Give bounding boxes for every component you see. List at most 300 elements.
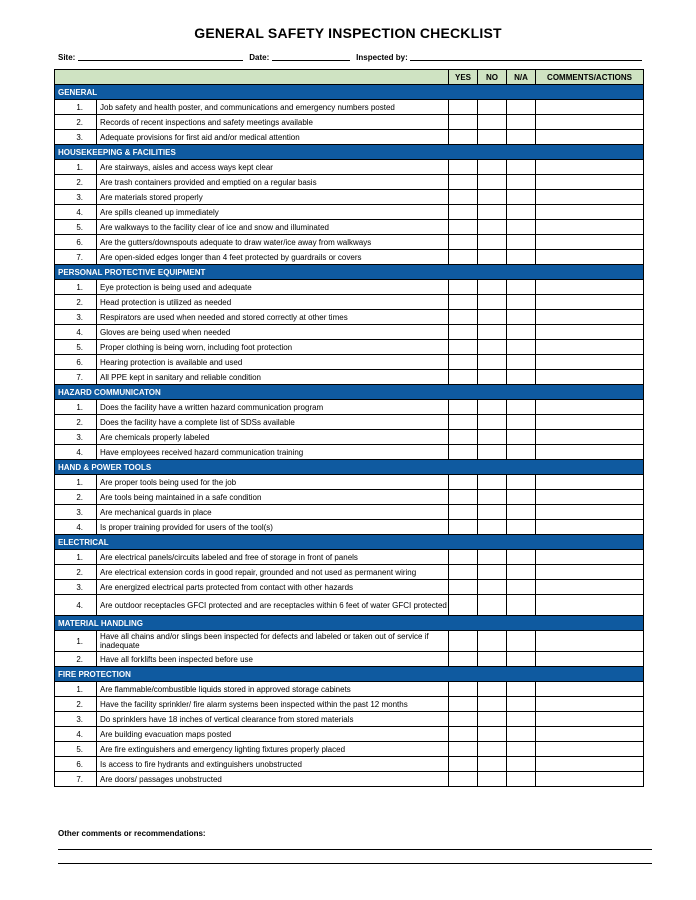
no-cell[interactable] xyxy=(478,595,507,616)
no-cell[interactable] xyxy=(478,205,507,220)
yes-cell[interactable] xyxy=(449,757,478,772)
comments-cell[interactable] xyxy=(536,400,644,415)
no-cell[interactable] xyxy=(478,475,507,490)
checklist-row xyxy=(55,505,644,520)
comments-cell[interactable] xyxy=(536,205,644,220)
item-text: All PPE kept in sanitary and reliable condition xyxy=(97,370,449,385)
yes-cell[interactable] xyxy=(449,742,478,757)
yes-cell[interactable] xyxy=(449,415,478,430)
item-number: 4. xyxy=(55,520,97,535)
na-cell[interactable] xyxy=(507,490,536,505)
item-text: Are tools being maintained in a safe condition xyxy=(97,490,449,505)
item-number: 6. xyxy=(55,235,97,250)
na-cell[interactable] xyxy=(507,682,536,697)
no-cell[interactable] xyxy=(478,415,507,430)
no-cell[interactable] xyxy=(478,505,507,520)
no-cell[interactable] xyxy=(478,742,507,757)
comments-cell[interactable] xyxy=(536,175,644,190)
item-text: Adequate provisions for first aid and/or medical attention xyxy=(97,130,449,145)
checklist-row xyxy=(55,310,644,325)
na-cell[interactable] xyxy=(507,280,536,295)
checklist-row xyxy=(55,727,644,742)
na-cell[interactable] xyxy=(507,550,536,565)
item-number: 2. xyxy=(55,175,97,190)
no-cell[interactable] xyxy=(478,712,507,727)
checklist-row xyxy=(55,757,644,772)
comments-cell[interactable] xyxy=(536,415,644,430)
comments-cell[interactable] xyxy=(536,250,644,265)
na-cell[interactable] xyxy=(507,160,536,175)
na-cell[interactable] xyxy=(507,235,536,250)
no-cell[interactable] xyxy=(478,160,507,175)
item-text: Does the facility have a written hazard communication program xyxy=(97,400,449,415)
yes-cell[interactable] xyxy=(449,475,478,490)
no-cell[interactable] xyxy=(478,355,507,370)
na-cell[interactable] xyxy=(507,175,536,190)
item-number: 7. xyxy=(55,772,97,787)
no-cell[interactable] xyxy=(478,727,507,742)
checklist-row xyxy=(55,520,644,535)
item-number: 1. xyxy=(55,550,97,565)
no-cell[interactable] xyxy=(478,235,507,250)
comments-cell[interactable] xyxy=(536,355,644,370)
no-cell[interactable] xyxy=(478,250,507,265)
item-number: 6. xyxy=(55,355,97,370)
no-cell[interactable] xyxy=(478,295,507,310)
comments-cell[interactable] xyxy=(536,100,644,115)
no-cell[interactable] xyxy=(478,697,507,712)
no-cell[interactable] xyxy=(478,115,507,130)
yes-cell[interactable] xyxy=(449,631,478,652)
no-cell[interactable] xyxy=(478,520,507,535)
checklist-row xyxy=(55,175,644,190)
yes-cell[interactable] xyxy=(449,772,478,787)
checklist-row xyxy=(55,565,644,580)
na-cell[interactable] xyxy=(507,727,536,742)
checklist-row xyxy=(55,340,644,355)
checklist-row xyxy=(55,295,644,310)
checklist-row xyxy=(55,250,644,265)
na-cell[interactable] xyxy=(507,130,536,145)
item-text: Are open-sided edges longer than 4 feet protected by guardrails or covers xyxy=(97,250,449,265)
item-text: Respirators are used when needed and stored correctly at other times xyxy=(97,310,449,325)
checklist-row xyxy=(55,475,644,490)
section-title: HOUSEKEEPING & FACILITIES xyxy=(55,145,644,160)
yes-cell[interactable] xyxy=(449,490,478,505)
date-label: Date: xyxy=(249,53,270,62)
header-fields xyxy=(58,52,642,62)
item-text: Are flammable/combustible liquids stored in approved storage cabinets xyxy=(97,682,449,697)
yes-cell[interactable] xyxy=(449,505,478,520)
no-cell[interactable] xyxy=(478,190,507,205)
no-cell[interactable] xyxy=(478,400,507,415)
checklist-row xyxy=(55,355,644,370)
item-text: Head protection is utilized as needed xyxy=(97,295,449,310)
item-number: 1. xyxy=(55,682,97,697)
checklist-row xyxy=(55,652,644,667)
comments-cell[interactable] xyxy=(536,235,644,250)
section-title: HAND & POWER TOOLS xyxy=(55,460,644,475)
item-number: 3. xyxy=(55,130,97,145)
item-number: 2. xyxy=(55,295,97,310)
item-number: 5. xyxy=(55,220,97,235)
section-row xyxy=(55,385,644,400)
yes-cell[interactable] xyxy=(449,727,478,742)
yes-cell[interactable] xyxy=(449,550,478,565)
comments-cell[interactable] xyxy=(536,280,644,295)
yes-cell[interactable] xyxy=(449,565,478,580)
na-cell[interactable] xyxy=(507,520,536,535)
comments-cell[interactable] xyxy=(536,520,644,535)
comments-cell[interactable] xyxy=(536,340,644,355)
yes-cell[interactable] xyxy=(449,340,478,355)
item-number: 2. xyxy=(55,415,97,430)
checklist-row xyxy=(55,415,644,430)
na-cell[interactable] xyxy=(507,415,536,430)
checklist-row xyxy=(55,430,644,445)
comments-cell[interactable] xyxy=(536,505,644,520)
checklist-row xyxy=(55,580,644,595)
checklist-row xyxy=(55,280,644,295)
other-comments-label: Other comments or recommendations: xyxy=(58,829,206,838)
item-text: Are doors/ passages unobstructed xyxy=(97,772,449,787)
na-cell[interactable] xyxy=(507,712,536,727)
section-title: ELECTRICAL xyxy=(55,535,644,550)
item-number: 4. xyxy=(55,325,97,340)
na-cell[interactable] xyxy=(507,757,536,772)
yes-cell[interactable] xyxy=(449,712,478,727)
na-cell[interactable] xyxy=(507,595,536,616)
na-cell[interactable] xyxy=(507,445,536,460)
checklist-row xyxy=(55,220,644,235)
section-row xyxy=(55,535,644,550)
comments-cell[interactable] xyxy=(536,325,644,340)
comments-cell[interactable] xyxy=(536,430,644,445)
na-cell[interactable] xyxy=(507,697,536,712)
no-cell[interactable] xyxy=(478,340,507,355)
page-title: GENERAL SAFETY INSPECTION CHECKLIST xyxy=(194,25,502,41)
item-number: 4. xyxy=(55,727,97,742)
checklist-row xyxy=(55,130,644,145)
checklist-row xyxy=(55,712,644,727)
na-cell[interactable] xyxy=(507,295,536,310)
checklist-row xyxy=(55,490,644,505)
comments-cell[interactable] xyxy=(536,445,644,460)
item-number: 7. xyxy=(55,250,97,265)
section-row xyxy=(55,460,644,475)
yes-cell[interactable] xyxy=(449,520,478,535)
na-cell[interactable] xyxy=(507,355,536,370)
comments-cell[interactable] xyxy=(536,295,644,310)
yes-cell[interactable] xyxy=(449,400,478,415)
yes-cell[interactable] xyxy=(449,115,478,130)
comments-cell[interactable] xyxy=(536,742,644,757)
no-cell[interactable] xyxy=(478,652,507,667)
comments-cell[interactable] xyxy=(536,370,644,385)
item-text: Are walkways to the facility clear of ice and snow and illuminated xyxy=(97,220,449,235)
item-text: Is proper training provided for users of the tool(s) xyxy=(97,520,449,535)
table-header-row xyxy=(55,70,644,85)
item-text: Have employees received hazard communication training xyxy=(97,445,449,460)
item-number: 4. xyxy=(55,595,97,616)
yes-cell[interactable] xyxy=(449,355,478,370)
yes-cell[interactable] xyxy=(449,205,478,220)
na-cell[interactable] xyxy=(507,505,536,520)
item-text: Are stairways, aisles and access ways kept clear xyxy=(97,160,449,175)
no-cell[interactable] xyxy=(478,490,507,505)
na-cell[interactable] xyxy=(507,310,536,325)
na-cell[interactable] xyxy=(507,631,536,652)
checklist-row xyxy=(55,160,644,175)
comments-cell[interactable] xyxy=(536,697,644,712)
na-cell[interactable] xyxy=(507,772,536,787)
comments-cell[interactable] xyxy=(536,190,644,205)
yes-cell[interactable] xyxy=(449,160,478,175)
no-cell[interactable] xyxy=(478,550,507,565)
comments-cell[interactable] xyxy=(536,160,644,175)
comments-cell[interactable] xyxy=(536,727,644,742)
section-title: MATERIAL HANDLING xyxy=(55,616,644,631)
yes-cell[interactable] xyxy=(449,295,478,310)
checklist-row xyxy=(55,697,644,712)
item-text: Do sprinklers have 18 inches of vertical clearance from stored materials xyxy=(97,712,449,727)
na-cell[interactable] xyxy=(507,100,536,115)
no-cell[interactable] xyxy=(478,445,507,460)
na-cell[interactable] xyxy=(507,115,536,130)
item-number: 5. xyxy=(55,340,97,355)
column-header-comments: COMMENTS/ACTIONS xyxy=(536,70,644,85)
item-number: 2. xyxy=(55,115,97,130)
item-text: Are the gutters/downspouts adequate to draw water/ice away from walkways xyxy=(97,235,449,250)
yes-cell[interactable] xyxy=(449,595,478,616)
yes-cell[interactable] xyxy=(449,325,478,340)
na-cell[interactable] xyxy=(507,742,536,757)
item-text: Are materials stored properly xyxy=(97,190,449,205)
item-text: Are trash containers provided and emptied on a regular basis xyxy=(97,175,449,190)
item-number: 2. xyxy=(55,652,97,667)
item-text: Are building evacuation maps posted xyxy=(97,727,449,742)
yes-cell[interactable] xyxy=(449,682,478,697)
item-number: 2. xyxy=(55,490,97,505)
yes-cell[interactable] xyxy=(449,580,478,595)
item-number: 1. xyxy=(55,280,97,295)
item-number: 4. xyxy=(55,205,97,220)
comments-cell[interactable] xyxy=(536,757,644,772)
item-text: Are energized electrical parts protected from contact with other hazards xyxy=(97,580,449,595)
checklist-table xyxy=(54,69,644,787)
yes-cell[interactable] xyxy=(449,280,478,295)
item-number: 2. xyxy=(55,697,97,712)
no-cell[interactable] xyxy=(478,280,507,295)
section-row xyxy=(55,616,644,631)
item-number: 3. xyxy=(55,712,97,727)
section-row xyxy=(55,265,644,280)
na-cell[interactable] xyxy=(507,205,536,220)
item-number: 2. xyxy=(55,565,97,580)
no-cell[interactable] xyxy=(478,430,507,445)
no-cell[interactable] xyxy=(478,757,507,772)
item-text: Job safety and health poster, and communications and emergency numbers posted xyxy=(97,100,449,115)
yes-cell[interactable] xyxy=(449,235,478,250)
item-text: Does the facility have a complete list of SDSs available xyxy=(97,415,449,430)
item-text: Are proper tools being used for the job xyxy=(97,475,449,490)
item-text: Are fire extinguishers and emergency lighting fixtures properly placed xyxy=(97,742,449,757)
item-number: 7. xyxy=(55,370,97,385)
item-number: 1. xyxy=(55,631,97,652)
item-number: 3. xyxy=(55,310,97,325)
item-text: Are electrical extension cords in good repair, grounded and not used as permanent wiring xyxy=(97,565,449,580)
comments-cell[interactable] xyxy=(536,580,644,595)
item-text: Are mechanical guards in place xyxy=(97,505,449,520)
column-header-na: N/A xyxy=(507,70,536,85)
item-text: Have all chains and/or slings been inspected for defects and labeled or taken out of service if inadequate xyxy=(97,631,449,652)
checklist-row xyxy=(55,400,644,415)
no-cell[interactable] xyxy=(478,772,507,787)
item-text: Proper clothing is being worn, including foot protection xyxy=(97,340,449,355)
item-number: 1. xyxy=(55,400,97,415)
section-title: GENERAL xyxy=(55,85,644,100)
item-number: 1. xyxy=(55,160,97,175)
item-number: 3. xyxy=(55,505,97,520)
checklist-row xyxy=(55,205,644,220)
comments-line-2[interactable] xyxy=(58,863,652,864)
comments-cell[interactable] xyxy=(536,631,644,652)
column-header-no: NO xyxy=(478,70,507,85)
site-label: Site: xyxy=(58,53,76,62)
comments-line-1[interactable] xyxy=(58,849,652,850)
item-number: 3. xyxy=(55,430,97,445)
yes-cell[interactable] xyxy=(449,430,478,445)
comments-cell[interactable] xyxy=(536,772,644,787)
na-cell[interactable] xyxy=(507,430,536,445)
item-number: 3. xyxy=(55,580,97,595)
na-cell[interactable] xyxy=(507,325,536,340)
no-cell[interactable] xyxy=(478,175,507,190)
item-text: Are outdoor receptacles GFCI protected and are receptacles within 6 feet of water GFCI protected xyxy=(97,595,449,616)
checklist-row xyxy=(55,550,644,565)
item-text: Are spills cleaned up immediately xyxy=(97,205,449,220)
comments-cell[interactable] xyxy=(536,565,644,580)
item-number: 1. xyxy=(55,475,97,490)
checklist-row xyxy=(55,325,644,340)
item-text: Hearing protection is available and used xyxy=(97,355,449,370)
site-field[interactable] xyxy=(78,52,243,61)
no-cell[interactable] xyxy=(478,220,507,235)
section-row xyxy=(55,85,644,100)
section-title: HAZARD COMMUNICATON xyxy=(55,385,644,400)
item-text: Is access to fire hydrants and extinguishers unobstructed xyxy=(97,757,449,772)
no-cell[interactable] xyxy=(478,682,507,697)
yes-cell[interactable] xyxy=(449,445,478,460)
checklist-row xyxy=(55,595,644,616)
item-text: Are electrical panels/circuits labeled and free of storage in front of panels xyxy=(97,550,449,565)
comments-cell[interactable] xyxy=(536,220,644,235)
yes-cell[interactable] xyxy=(449,175,478,190)
yes-cell[interactable] xyxy=(449,220,478,235)
comments-cell[interactable] xyxy=(536,652,644,667)
date-field[interactable] xyxy=(272,52,350,61)
no-cell[interactable] xyxy=(478,370,507,385)
checklist-row xyxy=(55,445,644,460)
section-title: PERSONAL PROTECTIVE EQUIPMENT xyxy=(55,265,644,280)
na-cell[interactable] xyxy=(507,370,536,385)
section-row xyxy=(55,667,644,682)
item-text: Have the facility sprinkler/ fire alarm systems been inspected within the past 12 months xyxy=(97,697,449,712)
item-text: Are chemicals properly labeled xyxy=(97,430,449,445)
yes-cell[interactable] xyxy=(449,100,478,115)
checklist-row xyxy=(55,235,644,250)
na-cell[interactable] xyxy=(507,565,536,580)
comments-cell[interactable] xyxy=(536,490,644,505)
checklist-row xyxy=(55,631,644,652)
na-cell[interactable] xyxy=(507,190,536,205)
column-header-yes: YES xyxy=(449,70,478,85)
checklist-body xyxy=(55,70,644,787)
yes-cell[interactable] xyxy=(449,652,478,667)
item-text: Have all forklifts been inspected before use xyxy=(97,652,449,667)
yes-cell[interactable] xyxy=(449,190,478,205)
no-cell[interactable] xyxy=(478,100,507,115)
na-cell[interactable] xyxy=(507,340,536,355)
comments-cell[interactable] xyxy=(536,115,644,130)
item-number: 6. xyxy=(55,757,97,772)
item-number: 5. xyxy=(55,742,97,757)
na-cell[interactable] xyxy=(507,400,536,415)
checklist-row xyxy=(55,772,644,787)
no-cell[interactable] xyxy=(478,310,507,325)
inspected-by-label: Inspected by: xyxy=(356,53,408,62)
section-title: FIRE PROTECTION xyxy=(55,667,644,682)
checklist-row xyxy=(55,190,644,205)
comments-cell[interactable] xyxy=(536,310,644,325)
na-cell[interactable] xyxy=(507,250,536,265)
item-text: Records of recent inspections and safety meetings available xyxy=(97,115,449,130)
checklist-row xyxy=(55,115,644,130)
item-text: Eye protection is being used and adequate xyxy=(97,280,449,295)
checklist-row xyxy=(55,682,644,697)
na-cell[interactable] xyxy=(507,580,536,595)
yes-cell[interactable] xyxy=(449,697,478,712)
yes-cell[interactable] xyxy=(449,310,478,325)
no-cell[interactable] xyxy=(478,325,507,340)
yes-cell[interactable] xyxy=(449,250,478,265)
comments-cell[interactable] xyxy=(536,682,644,697)
na-cell[interactable] xyxy=(507,652,536,667)
na-cell[interactable] xyxy=(507,220,536,235)
item-number: 4. xyxy=(55,445,97,460)
no-cell[interactable] xyxy=(478,130,507,145)
no-cell[interactable] xyxy=(478,631,507,652)
no-cell[interactable] xyxy=(478,580,507,595)
section-row xyxy=(55,145,644,160)
comments-cell[interactable] xyxy=(536,550,644,565)
yes-cell[interactable] xyxy=(449,130,478,145)
item-text: Gloves are being used when needed xyxy=(97,325,449,340)
item-number: 1. xyxy=(55,100,97,115)
header-blank-cell xyxy=(55,70,449,85)
checklist-row xyxy=(55,742,644,757)
inspected-by-field[interactable] xyxy=(410,52,642,61)
comments-cell[interactable] xyxy=(536,130,644,145)
comments-cell[interactable] xyxy=(536,712,644,727)
yes-cell[interactable] xyxy=(449,370,478,385)
na-cell[interactable] xyxy=(507,475,536,490)
checklist-row xyxy=(55,100,644,115)
comments-cell[interactable] xyxy=(536,475,644,490)
item-number: 3. xyxy=(55,190,97,205)
comments-cell[interactable] xyxy=(536,595,644,616)
no-cell[interactable] xyxy=(478,565,507,580)
